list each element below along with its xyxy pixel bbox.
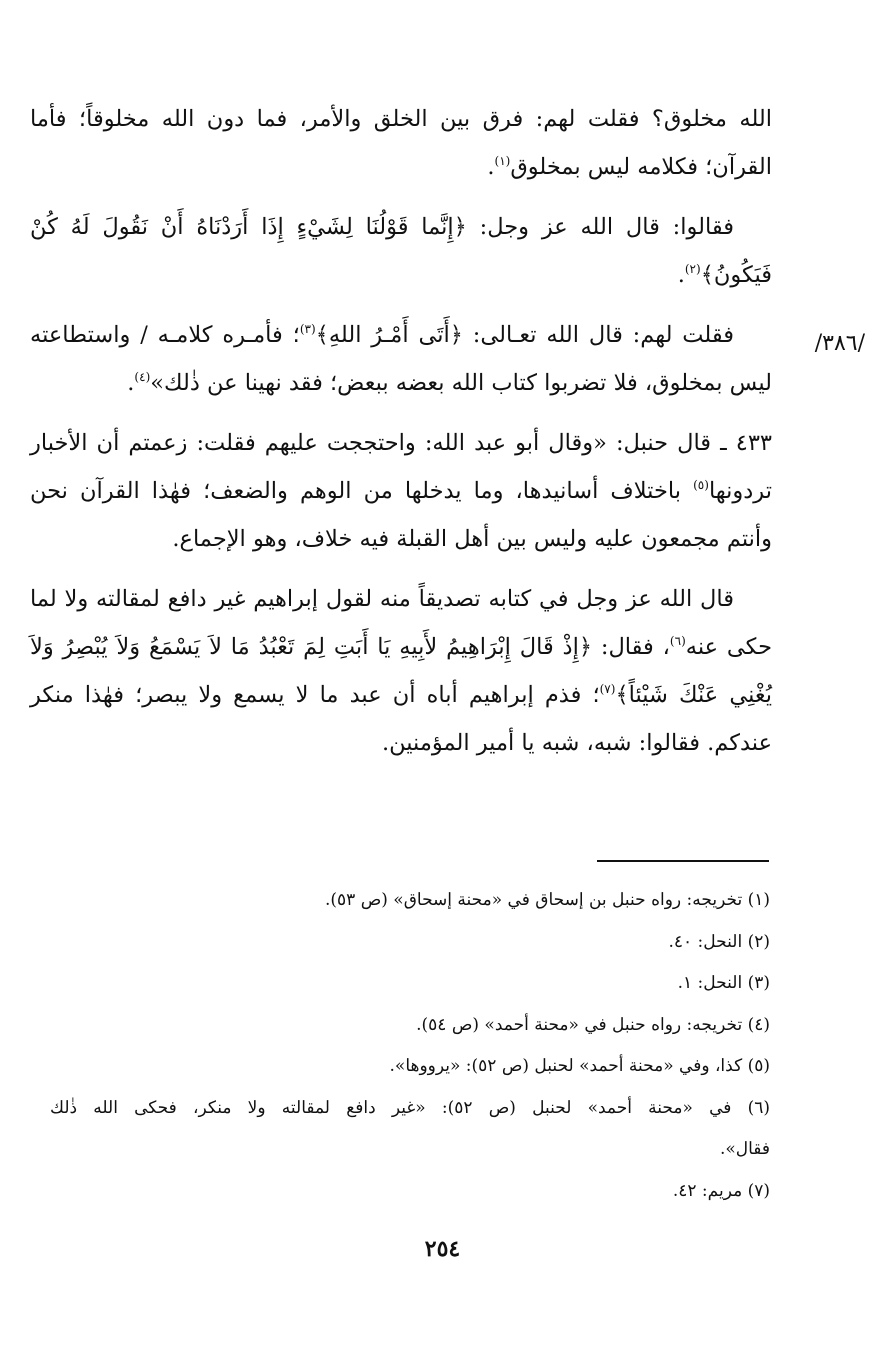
paragraph-2 (30, 203, 772, 299)
footnote-3: (٣) النحل: ١. (677, 973, 770, 993)
footnote-ref-1: (١) (494, 154, 511, 168)
footnote-separator (597, 860, 769, 862)
paragraph-text: ؛ فذم إبراهيم أباه أن عبد ما لا يسمع ولا يبصر؛ فهٰذا منكر عندكم. فقالوا: شبه، شبه يا أمير المؤمنين. (30, 682, 772, 756)
paragraph-text: باختلاف أسانيدها، وما يدخلها من الوهم والضعف؛ فهٰذا القرآن نحن وأنتم مجمعون عليه وليس بين أهل القبلة فيه خلاف، وهو الإجماع. (30, 478, 772, 552)
paragraph-433 (30, 419, 772, 563)
punctuation: . (127, 370, 135, 396)
punctuation: . (677, 262, 685, 288)
footnote-2: (٢) النحل: ٤٠. (668, 931, 770, 952)
margin-page-reference: /٣٨٦/ (814, 331, 865, 356)
footnote-ref-7: (٧) (599, 682, 616, 696)
punctuation: . (487, 154, 495, 180)
footnote-5: (٥) كذا، وفي «محنة أحمد» لحنبل (ص ٥٢): «يرووها». (389, 1056, 770, 1076)
footnote-ref-3: (٣) (299, 322, 316, 336)
page-number: ٢٥٤ (424, 1236, 461, 1262)
paragraph-5 (30, 575, 772, 767)
footnote-6: (٦) في «محنة أحمد» لحنبل (ص ٥٢): «غير دافع لمقالته ولا منكر، فحكى الله ذٰلك (50, 1097, 770, 1118)
paragraph-text: ؛ فأمـره كلامـه / واستطاعته ليس بمخلوق، فلا تضربوا كتاب الله بعضه ببعض؛ فقد نهينا عن ذٰلك» (30, 322, 772, 396)
footnote-1: (١) تخريجه: رواه حنبل بن إسحاق في «محنة إسحاق» (ص ٥٣). (325, 890, 770, 910)
paragraph-text: ٤٣٣ ـ قال حنبل: «وقال أبو عبد الله: واحتججت عليهم فقلت: زعمتم أن الأخبار تردونها (30, 430, 772, 504)
quran-verse: ﴿أَتَى أَمْـرُ اللهِ﴾ (315, 322, 463, 348)
paragraph-text: ، فقال: (592, 634, 670, 660)
footnote-ref-5: (٥) (693, 478, 709, 492)
footnote-4: (٤) تخريجه: رواه حنبل في «محنة أحمد» (ص ٥٤). (416, 1014, 770, 1035)
paragraph-1 (30, 95, 772, 191)
paragraph-text: الله مخلوق؟ فقلت لهم: فرق بين الخلق والأمر، فما دون الله مخلوقاً؛ فأما القرآن؛ فكلامه ليس بمخلوق (30, 106, 772, 180)
main-text (30, 95, 772, 779)
paragraph-text: فقلت لهم: قال الله تعـالى: (462, 322, 734, 348)
footnote-ref-4: (٤) (134, 370, 151, 384)
footnote-ref-6: (٦) (669, 634, 686, 648)
paragraph-text: قال الله عز وجل في كتابه تصديقاً منه لقول إبراهيم غير دافع لمقالته ولا لما حكى عنه (30, 586, 772, 660)
quran-verse: ﴿إِنَّما قَوْلُنَا لِشَيْءٍ إِذَا أَرَدْنَاهُ أَنْ نَقُولَ لَهُ كُنْ فَيَكُونُ﴾ (30, 214, 772, 288)
footnotes (50, 880, 770, 1212)
footnote-7: (٧) مريم: ٤٢. (672, 1180, 770, 1201)
footnote-6-continuation: فقال». (719, 1139, 770, 1159)
paragraph-3 (30, 311, 772, 407)
paragraph-text: فقالوا: قال الله عز وجل: (466, 214, 734, 240)
footnote-ref-2: (٢) (684, 262, 701, 276)
quran-verse: ﴿إِذْ قَالَ إِبْرَاهِيمُ لأَبِيهِ يَا أَبَتِ لِمَ تَعْبُدُ مَا لاَ يَسْمَعُ وَلاَ يُبْصِرُ وَلاَ يُغْنِي عَنْكَ شَيْئاً﴾ (30, 634, 772, 708)
